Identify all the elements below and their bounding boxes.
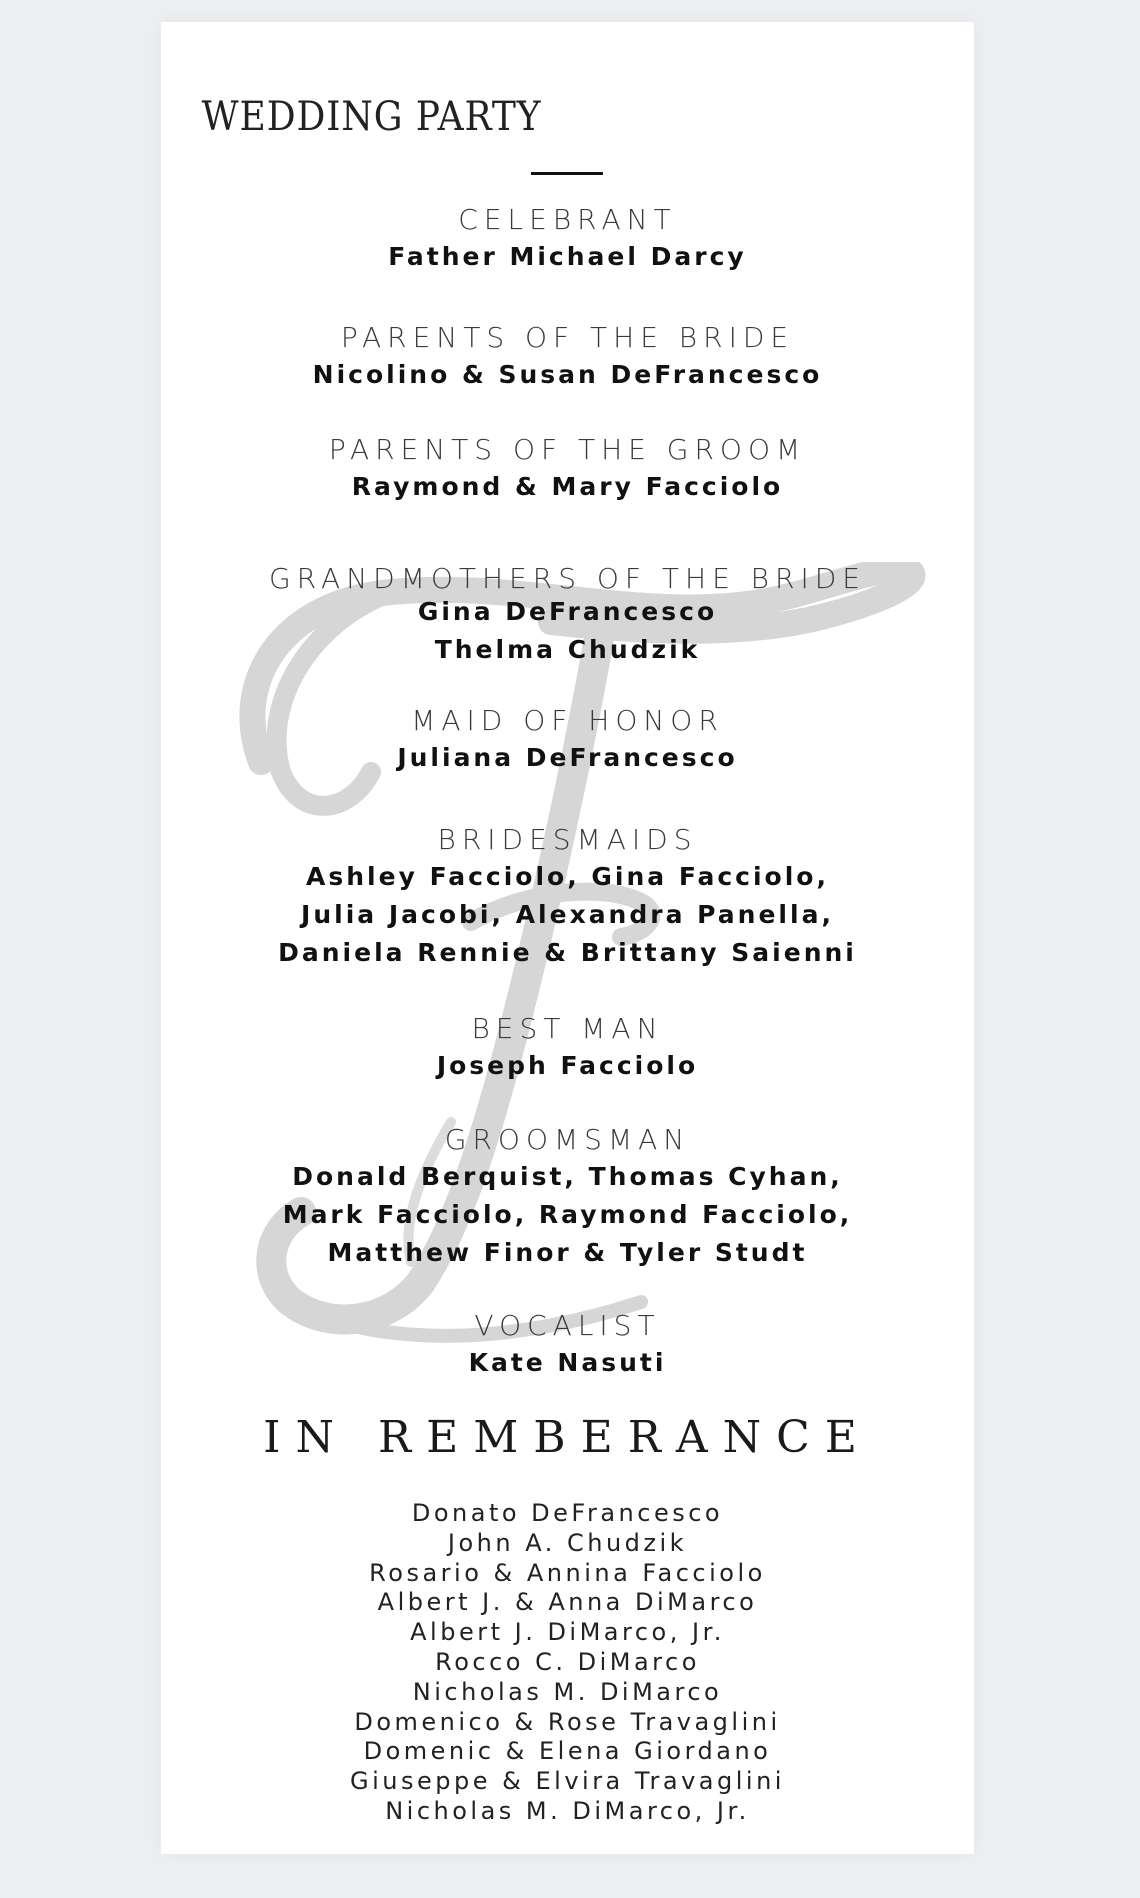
section-role: PARENTS OF THE BRIDE bbox=[340, 321, 795, 354]
remembrance-name: Domenic & Elena Giordano bbox=[363, 1737, 772, 1766]
remembrance-name: Rosario & Annina Facciolo bbox=[369, 1558, 766, 1587]
section-role: GROOMSMAN bbox=[444, 1123, 691, 1156]
section-name: Julia Jacobi, Alexandra Panella, bbox=[301, 900, 834, 929]
section-role: CELEBRANT bbox=[458, 203, 677, 236]
section-name: Daniela Rennie & Brittany Saienni bbox=[278, 938, 857, 967]
section-best-man bbox=[161, 1011, 974, 1085]
section-role: PARENTS OF THE GROOM bbox=[328, 433, 807, 466]
remembrance-name: Albert J. & Anna DiMarco bbox=[377, 1588, 758, 1617]
section-bridesmaids bbox=[161, 822, 974, 972]
remembrance-name: Giuseppe & Elvira Travaglini bbox=[350, 1767, 785, 1796]
section-role: BRIDESMAIDS bbox=[437, 823, 698, 856]
section-groomsman bbox=[161, 1122, 974, 1272]
section-name: Thelma Chudzik bbox=[434, 635, 701, 664]
remembrance-name: Donato DeFrancesco bbox=[411, 1499, 724, 1527]
section-maid-of-honor bbox=[161, 703, 974, 777]
remembrance-list bbox=[161, 1499, 974, 1827]
remembrance-name: Rocco C. DiMarco bbox=[435, 1647, 700, 1676]
section-parents-of-groom bbox=[161, 432, 974, 506]
remembrance-name: John A. Chudzik bbox=[447, 1528, 688, 1557]
remembrance-name: Domenico & Rose Travaglini bbox=[354, 1707, 781, 1736]
section-name: Kate Nasuti bbox=[468, 1348, 667, 1377]
section-name: Gina DeFrancesco bbox=[417, 597, 718, 626]
title-divider bbox=[531, 172, 603, 175]
section-grandmothers-of-bride bbox=[161, 561, 974, 669]
section-name: Raymond & Mary Facciolo bbox=[351, 472, 784, 501]
section-name: Juliana DeFrancesco bbox=[397, 743, 738, 772]
remembrance-title: IN REMBERANCE bbox=[263, 1412, 872, 1463]
remembrance-name: Nicholas M. DiMarco bbox=[412, 1677, 723, 1706]
section-name: Father Michael Darcy bbox=[388, 242, 747, 271]
section-name: Matthew Finor & Tyler Studt bbox=[327, 1238, 808, 1267]
section-celebrant bbox=[161, 202, 974, 276]
program-card bbox=[161, 22, 974, 1854]
section-name: Mark Facciolo, Raymond Facciolo, bbox=[282, 1200, 853, 1229]
section-role: VOCALIST bbox=[474, 1309, 661, 1342]
section-name: Ashley Facciolo, Gina Facciolo, bbox=[306, 862, 829, 891]
section-role: GRANDMOTHERS OF THE BRIDE bbox=[269, 562, 866, 595]
remembrance-name: Albert J. DiMarco, Jr. bbox=[410, 1618, 725, 1647]
section-role: MAID OF HONOR bbox=[411, 704, 724, 737]
remembrance-name: Nicholas M. DiMarco, Jr. bbox=[385, 1796, 750, 1825]
section-role: BEST MAN bbox=[471, 1012, 664, 1045]
section-name: Donald Berquist, Thomas Cyhan, bbox=[292, 1162, 843, 1191]
section-vocalist bbox=[161, 1308, 974, 1382]
page-title: WEDDING PARTY bbox=[201, 94, 542, 140]
section-name: Joseph Facciolo bbox=[436, 1051, 699, 1080]
section-parents-of-bride bbox=[161, 320, 974, 394]
section-name: Nicolino & Susan DeFrancesco bbox=[312, 360, 823, 389]
